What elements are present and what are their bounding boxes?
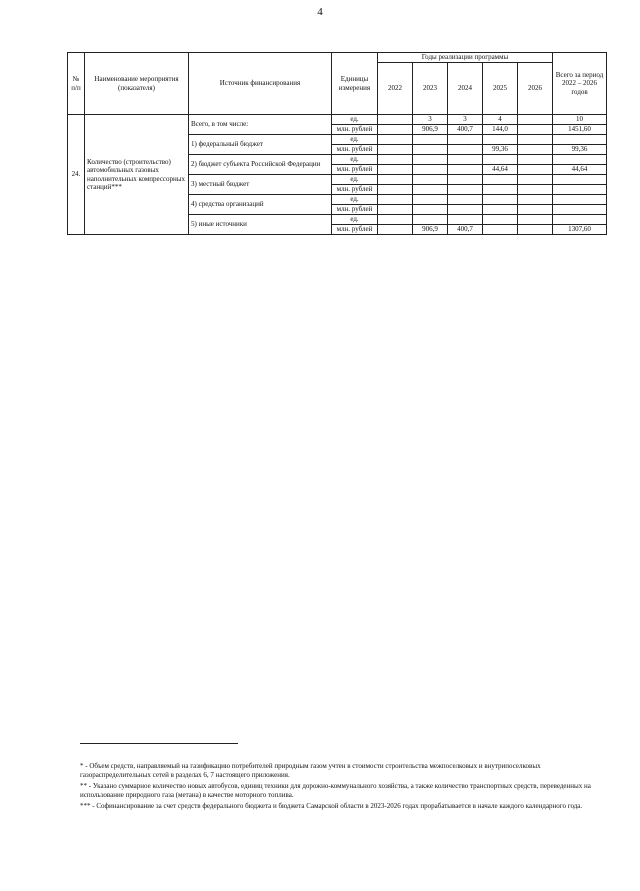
total-cell: 10 [553,115,607,125]
unit-cell: млн. рублей [332,145,378,155]
value-cell [448,155,483,165]
unit-cell: ед. [332,175,378,185]
header-year: 2025 [483,63,518,115]
footnotes [80,762,610,812]
header-unit: Единицы измерения [332,53,378,115]
total-cell [553,135,607,145]
header-num: № п/п [68,53,85,115]
footnote: ** - Указано суммарное количество новых автобусов, единиц техники для дорожно-коммунального хозяйства, а также количество транспортных средств, переведенных на использование природного газа (метана) в качестве моторного топлива. [80,781,591,800]
page-number: 4 [317,6,323,18]
total-cell [553,195,607,205]
value-cell: 400,7 [448,125,483,135]
source-label: 3) местный бюджет [189,175,332,195]
value-cell: 99,36 [483,145,518,155]
source-label: 2) бюджет субъекта Российской Федерации [189,155,332,175]
value-cell: 3 [448,115,483,125]
value-cell [518,205,553,215]
source-label: 5) иные источники [189,215,332,235]
value-cell [378,185,413,195]
value-cell [448,195,483,205]
unit-cell: млн. рублей [332,125,378,135]
header-total: Всего за период 2022 – 2026 годов [553,53,607,115]
header-years-group: Годы реализации программы [378,53,553,63]
row-number: 24. [68,115,85,235]
value-cell [483,185,518,195]
unit-cell: ед. [332,195,378,205]
value-cell [483,225,518,235]
unit-cell: ед. [332,155,378,165]
total-cell [553,205,607,215]
value-cell [483,135,518,145]
unit-cell: ед. [332,115,378,125]
value-cell: 144,0 [483,125,518,135]
value-cell [448,145,483,155]
value-cell [378,175,413,185]
value-cell [378,205,413,215]
header-year: 2026 [518,63,553,115]
value-cell [518,145,553,155]
value-cell [378,115,413,125]
value-cell [413,145,448,155]
value-cell [378,225,413,235]
value-cell [448,215,483,225]
unit-cell: млн. рублей [332,225,378,235]
value-cell [413,185,448,195]
value-cell [518,225,553,235]
header-name: Наименование мероприятия (показателя) [85,53,189,115]
value-cell [518,155,553,165]
value-cell [483,175,518,185]
source-label: 1) федеральный бюджет [189,135,332,155]
value-cell [448,175,483,185]
unit-cell: млн. рублей [332,185,378,195]
value-cell [413,215,448,225]
total-cell [553,175,607,185]
measure-name: Количество (строительство) автомобильных газовых наполнительных компрессорных станций*** [85,115,189,235]
program-table [67,52,607,235]
value-cell: 906,9 [413,225,448,235]
value-cell [483,215,518,225]
unit-cell: ед. [332,135,378,145]
source-label: Всего, в том числе: [189,115,332,135]
footnote-separator [80,743,238,744]
value-cell [448,135,483,145]
value-cell [448,185,483,195]
value-cell [378,145,413,155]
total-cell [553,215,607,225]
value-cell [413,175,448,185]
total-cell [553,155,607,165]
value-cell [483,205,518,215]
value-cell [378,215,413,225]
value-cell [483,155,518,165]
value-cell [518,195,553,205]
value-cell [518,115,553,125]
value-cell [413,195,448,205]
value-cell [483,195,518,205]
total-cell: 1307,60 [553,225,607,235]
value-cell: 400,7 [448,225,483,235]
value-cell [378,165,413,175]
footnote: * - Объем средств, направляемый на газификацию потребителей природным газом учтен в стоимости строительства межпоселковых и внутрипоселковых газораспределительных сетей в разделах 6, 7 настоящего приложения. [80,762,541,780]
value-cell [448,205,483,215]
total-cell [553,185,607,195]
value-cell [378,135,413,145]
value-cell [518,125,553,135]
footnote: *** - Софинансирование за счет средств федерального бюджета и бюджета Самарской области в 2023-2026 годах прорабатывается в начале каждого календарного года. [80,801,583,810]
total-cell: 99,36 [553,145,607,155]
value-cell [518,175,553,185]
value-cell [378,195,413,205]
header-year: 2023 [413,63,448,115]
value-cell [413,135,448,145]
value-cell: 44,64 [483,165,518,175]
unit-cell: млн. рублей [332,205,378,215]
source-label: 4) средства организаций [189,195,332,215]
unit-cell: млн. рублей [332,165,378,175]
value-cell [413,155,448,165]
unit-cell: ед. [332,215,378,225]
total-cell: 44,64 [553,165,607,175]
value-cell: 906,9 [413,125,448,135]
value-cell [518,135,553,145]
value-cell [518,215,553,225]
header-year: 2022 [378,63,413,115]
total-cell: 1451,60 [553,125,607,135]
value-cell [518,185,553,195]
value-cell [413,205,448,215]
value-cell [518,165,553,175]
header-source: Источник финансирования [189,53,332,115]
value-cell [413,165,448,175]
value-cell [448,165,483,175]
value-cell [378,155,413,165]
value-cell: 3 [413,115,448,125]
value-cell: 4 [483,115,518,125]
value-cell [378,125,413,135]
header-year: 2024 [448,63,483,115]
